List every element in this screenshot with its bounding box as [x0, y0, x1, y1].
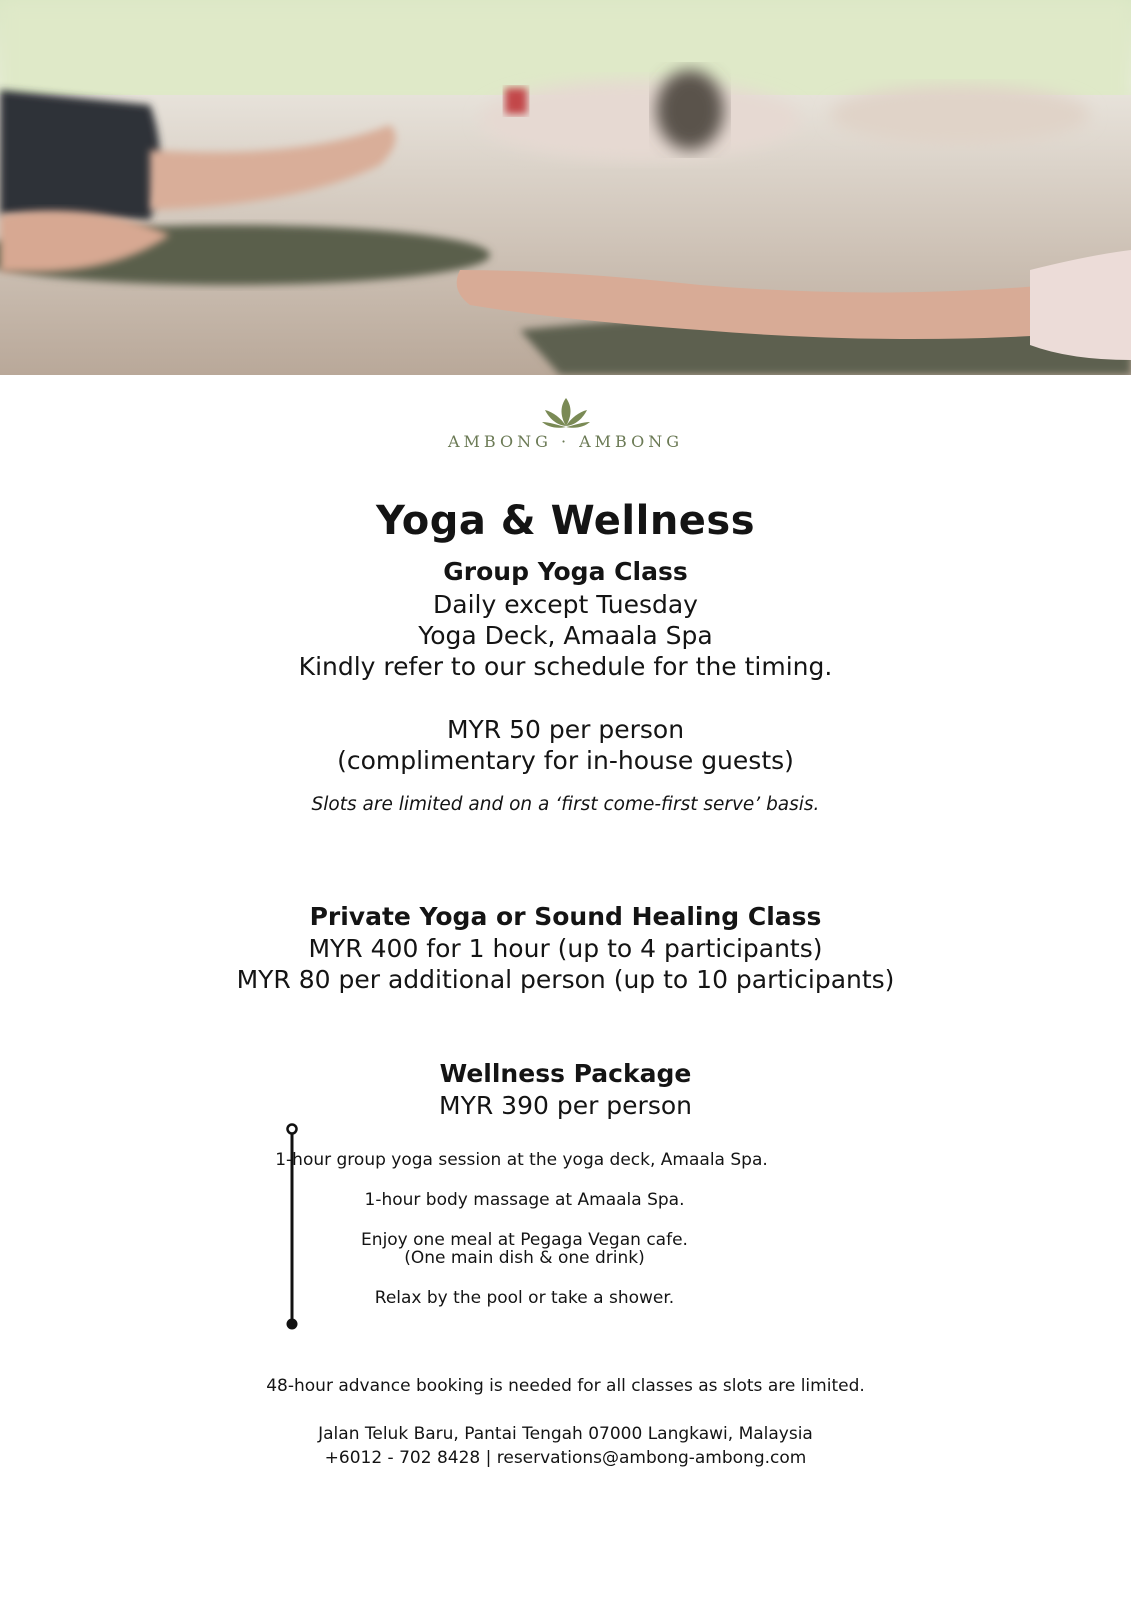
group-class-price: MYR 50 per person [446, 715, 685, 744]
group-class-note: Kindly refer to our schedule for the timing. [298, 652, 833, 681]
group-class-heading: Group Yoga Class [443, 557, 688, 586]
page-title: Yoga & Wellness [375, 498, 756, 544]
group-class-complimentary: (complimentary for in-house guests) [337, 746, 794, 775]
address: Jalan Teluk Baru, Pantai Tengah 07000 Langkawi, Malaysia [318, 1424, 813, 1444]
private-class-heading: Private Yoga or Sound Healing Class [309, 902, 822, 931]
private-class-price-2: MYR 80 per additional person (up to 10 participants) [236, 965, 895, 994]
package-item: 1-hour body massage at Amaala Spa. [364, 1190, 685, 1210]
private-class-price-1: MYR 400 for 1 hour (up to 4 participants) [308, 934, 823, 963]
hero-image [0, 0, 1131, 375]
package-item: Relax by the pool or take a shower. [374, 1288, 675, 1308]
package-item: 1-hour group yoga session at the yoga deck, Amaala Spa. [275, 1150, 768, 1170]
group-class-days: Daily except Tuesday [433, 590, 698, 619]
wellness-package-price: MYR 390 per person [439, 1091, 692, 1120]
group-class-location: Yoga Deck, Amaala Spa [418, 621, 713, 650]
lotus-logo [0, 396, 1131, 434]
slots-note: Slots are limited and on a ‘first come-first serve’ basis. [311, 794, 820, 815]
lotus-icon [541, 396, 591, 430]
wellness-package-heading: Wellness Package [439, 1059, 692, 1088]
package-item: Enjoy one meal at Pegaga Vegan cafe. [361, 1230, 688, 1250]
brand-name: AMBONG · AMBONG [447, 432, 684, 451]
yoga-photo-illustration [0, 0, 1131, 375]
booking-note: 48-hour advance booking is needed for all classes as slots are limited. [266, 1376, 865, 1396]
package-item: (One main dish & one drink) [404, 1248, 645, 1268]
contact-info: +6012 - 702 8428 | reservations@ambong-ambong.com [324, 1448, 807, 1468]
